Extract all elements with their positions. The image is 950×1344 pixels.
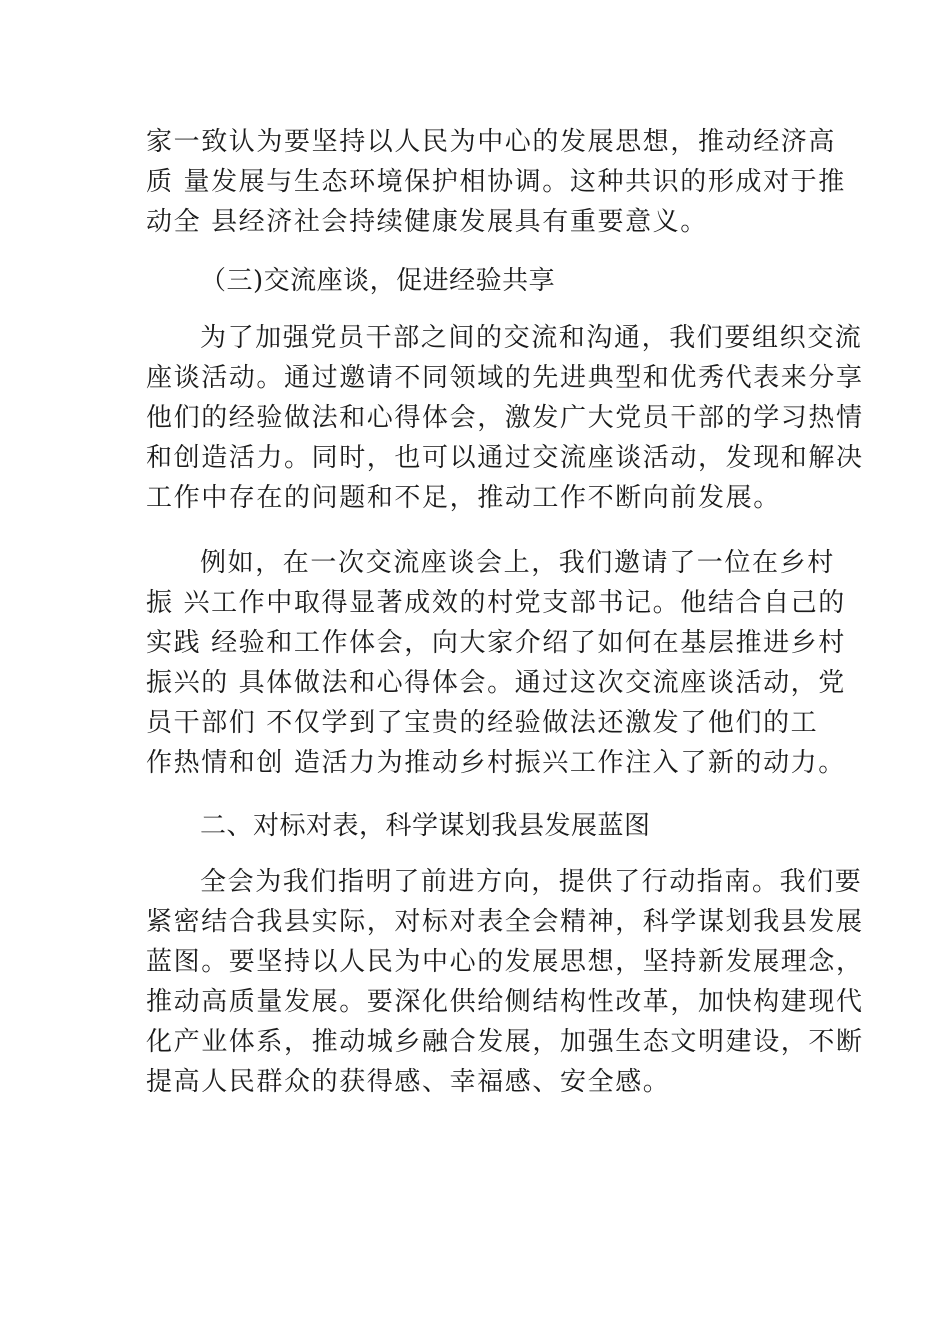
- text-line: 化产业体系，推动城乡融合发展，加强生态文明建设，不断: [146, 1027, 864, 1057]
- section-heading: （三)交流座谈，促进经验共享: [200, 266, 556, 296]
- text-line: 推动高质量发展。要深化供给侧结构性改革，加快构建现代: [146, 987, 864, 1017]
- text-line: 振兴的 具体做法和心得体会。通过这次交流座谈活动，党: [146, 668, 846, 698]
- text-line: 家一致认为要坚持以人民为中心的发展思想，推动经济高: [146, 127, 837, 157]
- text-line: 例如，在一次交流座谈会上，我们邀请了一位在乡村: [200, 548, 835, 578]
- text-line: 紧密结合我县实际，对标对表全会精神，科学谋划我县发展: [146, 907, 864, 937]
- text-line: 实践 经验和工作体会，向大家介绍了如何在基层推进乡村: [146, 628, 846, 658]
- text-line: 作热情和创 造活力为推动乡村振兴工作注入了新的动力。: [146, 748, 846, 778]
- text-line: 全会为我们指明了前进方向，提供了行动指南。我们要: [200, 867, 863, 897]
- text-line: 为了加强党员干部之间的交流和沟通，我们要组织交流: [200, 323, 863, 353]
- text-line: 蓝图。要坚持以人民为中心的发展思想，坚持新发展理念，: [146, 947, 864, 977]
- text-line: 振 兴工作中取得显著成效的村党支部书记。他结合自己的: [146, 588, 846, 618]
- text-line: 提高人民群众的获得感、幸福感、安全感。: [146, 1067, 671, 1097]
- text-line: 质 量发展与生态环境保护相协调。这种共识的形成对于推: [146, 167, 846, 197]
- text-line: 员干部们 不仅学到了宝贵的经验做法还激发了他们的工: [146, 708, 819, 738]
- text-line: 工作中存在的问题和不足，推动工作不断向前发展。: [146, 483, 781, 513]
- text-line: 座谈活动。通过邀请不同领域的先进典型和优秀代表来分享: [146, 363, 864, 393]
- text-line: 动全 县经济社会持续健康发展具有重要意义。: [146, 207, 708, 237]
- text-line: 他们的经验做法和心得体会，激发广大党员干部的学习热情: [146, 403, 864, 433]
- text-line: 和创造活力。同时，也可以通过交流座谈活动，发现和解决: [146, 443, 864, 473]
- section-heading: 二、对标对表，科学谋划我县发展蓝图: [200, 811, 651, 841]
